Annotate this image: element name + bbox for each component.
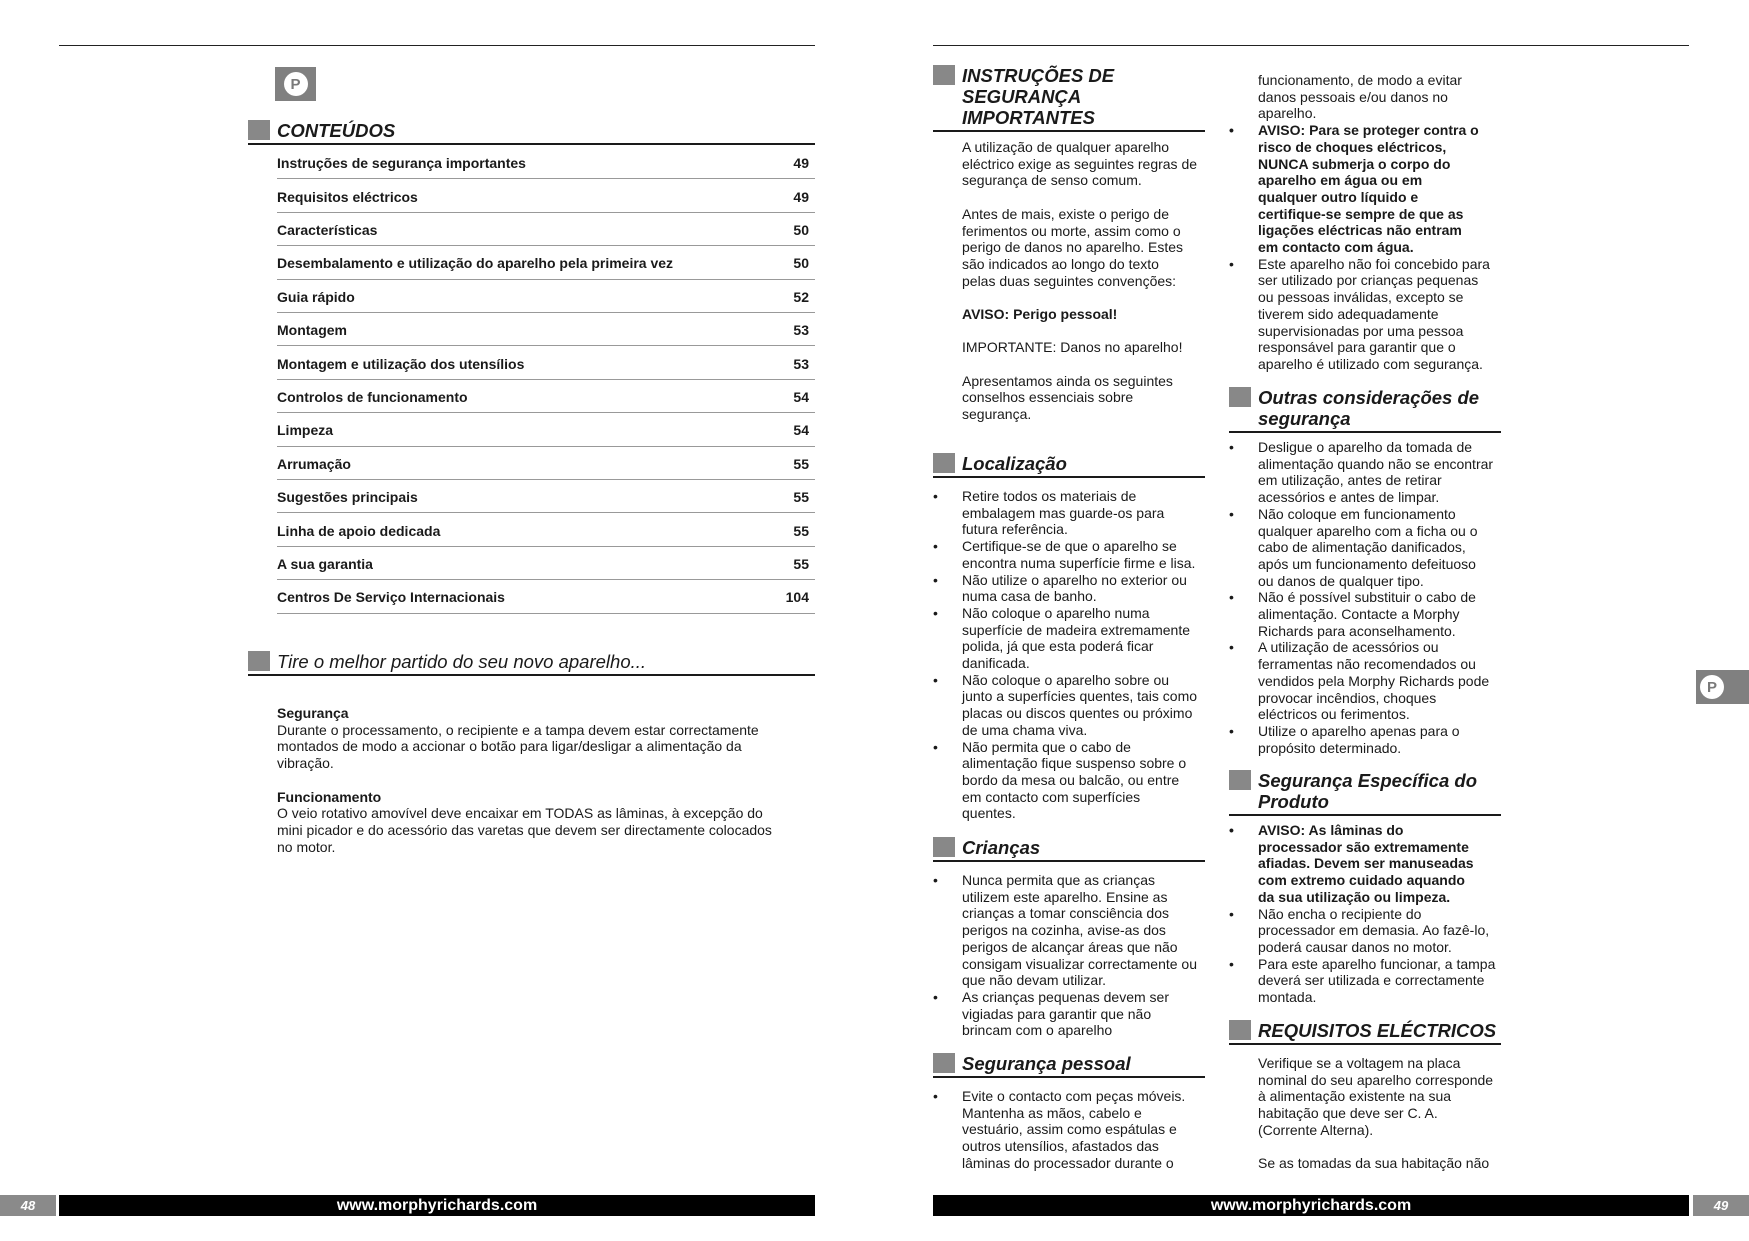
text-line: certifique-se sempre de que as <box>1258 205 1464 222</box>
text-line: superfície de madeira extremamente <box>962 621 1190 638</box>
text-line: em contacto com água. <box>1258 239 1414 256</box>
children-title: Crianças <box>962 837 1041 858</box>
safety-intro <box>962 139 1212 423</box>
text-line: Não coloque em funcionamento <box>1258 505 1456 522</box>
location-list <box>962 488 1212 822</box>
product-warning-list <box>1258 822 1508 906</box>
text-line: Não permita que o cabo de <box>962 738 1131 755</box>
toc-row[interactable] <box>277 313 815 346</box>
col2-top-text <box>1258 72 1508 373</box>
text-line: Certifique-se de que o aparelho se <box>962 538 1177 555</box>
text-line: danos pessoais e/ou danos no <box>1258 88 1448 105</box>
text-line: poderá causar danos no motor. <box>1258 938 1452 955</box>
text-line: SEGURANÇA <box>962 86 1082 107</box>
text-line: perigos de alcançar áreas que não <box>962 938 1178 955</box>
text-line: crianças a tomar consciência dos <box>962 905 1169 922</box>
text-line: Não coloque o aparelho numa <box>962 604 1150 621</box>
list-item <box>962 739 1212 823</box>
list-item <box>1258 906 1508 956</box>
text-line: Desligue o aparelho da tomada de <box>1258 439 1473 455</box>
product-safety-heading <box>1229 770 1501 816</box>
list-item <box>962 672 1212 739</box>
left-footer-url[interactable]: www.morphyrichards.com <box>59 1195 815 1216</box>
text-line: junto a superfícies quentes, tais como <box>962 688 1198 705</box>
operation-heading: Funcionamento <box>277 788 382 805</box>
text-line: ser utilizado por crianças pequenas <box>1258 272 1479 289</box>
continued-text <box>1258 72 1508 122</box>
toc-row[interactable] <box>277 146 815 179</box>
toc-page-number: 55 <box>793 555 809 572</box>
product-safety-list <box>1258 906 1508 1006</box>
text-line: Nunca permita que as crianças <box>962 872 1155 888</box>
text-line: deverá ser utilizada e correctamente <box>1258 972 1485 989</box>
text-line: Não coloque o aparelho sobre ou <box>962 671 1170 688</box>
contents-title: CONTEÚDOS <box>277 120 396 141</box>
text-line: numa casa de banho. <box>962 588 1097 605</box>
toc-row[interactable] <box>277 179 815 212</box>
list-item <box>1258 589 1508 639</box>
heading-square <box>1229 387 1251 407</box>
other-considerations-list <box>1258 439 1508 756</box>
text-line: Outras considerações de <box>1258 387 1480 408</box>
text-line: propósito determinado. <box>1258 739 1402 756</box>
text-line: AVISO: Para se proteger contra o <box>1258 122 1479 139</box>
toc-row[interactable] <box>277 480 815 513</box>
text-line: quentes. <box>962 805 1016 822</box>
toc-row[interactable] <box>277 447 815 480</box>
text-line: perigo de danos no aparelho. Estes <box>962 239 1184 256</box>
text-line: ferimentos ou morte, assim como o <box>962 222 1181 239</box>
text-line: Verifique se a voltagem na placa <box>1258 1055 1461 1071</box>
list-item <box>1258 956 1508 1006</box>
text-line: Não utilize o aparelho no exterior ou <box>962 571 1187 588</box>
warning-convention: AVISO: Perigo pessoal! <box>962 306 1118 322</box>
children-list <box>962 872 1212 1039</box>
text-line: NUNCA submerja o corpo do <box>1258 155 1451 172</box>
text-line: ou pessoas inválidas, excepto se <box>1258 289 1464 306</box>
left-top-rule <box>59 45 815 46</box>
toc-row[interactable] <box>277 380 815 413</box>
text-line: lâminas do processador durante o <box>962 1154 1174 1171</box>
heading-square <box>933 65 955 85</box>
heading-square <box>1229 770 1251 790</box>
text-line: A utilização de qualquer aparelho <box>962 139 1170 155</box>
safety-intro-para1 <box>962 139 1212 189</box>
text-line: Não é possível substituir o cabo de <box>1258 589 1476 606</box>
toc-page-number: 50 <box>793 221 809 238</box>
text-line: mini picador e do acessório das varetas que devem ser directamente colocados <box>277 821 772 838</box>
text-line: ou danos de qualquer tipo. <box>1258 572 1424 589</box>
list-item <box>1258 439 1508 506</box>
other-considerations-heading <box>1229 387 1501 433</box>
safety-text <box>277 722 817 772</box>
toc-row[interactable] <box>277 547 815 580</box>
text-line: brincam com o aparelho <box>962 1022 1113 1039</box>
text-line: cabo de alimentação danificados, <box>1258 539 1466 556</box>
product-safety-title <box>1258 770 1501 814</box>
text-line: são indicados ao longo do texto <box>962 255 1159 272</box>
text-line: eléctrico exige as seguintes regras de <box>962 155 1198 172</box>
text-line: segurança. <box>962 406 1032 423</box>
location-heading <box>933 453 1205 478</box>
toc-row[interactable] <box>277 413 815 446</box>
safety-instructions-heading <box>933 65 1205 132</box>
electrical-requirements-heading <box>1229 1020 1501 1045</box>
text-line: alimentação. Contacte a Morphy <box>1258 606 1460 623</box>
text-line: placas ou discos quentes ou próximo <box>962 705 1193 722</box>
right-page-number: 49 <box>1693 1195 1749 1216</box>
toc-row[interactable] <box>277 213 815 246</box>
text-line: Evite o contacto com peças móveis. <box>962 1088 1186 1104</box>
text-line: qualquer outro líquido e <box>1258 188 1419 205</box>
list-item <box>962 488 1212 538</box>
toc-label: Arrumação <box>277 455 351 472</box>
text-line: IMPORTANTES <box>962 107 1095 128</box>
list-item <box>962 989 1212 1039</box>
text-line: alimentação quando não se encontrar <box>1258 455 1494 472</box>
heading-square <box>933 1053 955 1073</box>
text-line: vibração. <box>277 755 334 772</box>
text-line: processador são extremamente <box>1258 838 1469 855</box>
text-line: aparelho em água ou em <box>1258 172 1423 189</box>
electrical-para2 <box>1258 1155 1508 1172</box>
text-line: processador em demasia. Ao fazê-lo, <box>1258 922 1490 939</box>
text-line: vestuário, assim como espátulas e <box>962 1121 1177 1138</box>
text-line: segurança de senso comum. <box>962 172 1142 189</box>
text-line: futura referência. <box>962 521 1068 538</box>
text-line: Richards para aconselhamento. <box>1258 622 1456 639</box>
text-line: habitação que deve ser C. A. <box>1258 1105 1438 1122</box>
text-line: Segurança Específica do <box>1258 770 1478 791</box>
text-line: com extremo cuidado aquando <box>1258 872 1465 889</box>
toc-row[interactable] <box>277 246 815 279</box>
text-line: após um funcionamento defeituoso <box>1258 555 1476 572</box>
toc-page-number: 52 <box>793 288 809 305</box>
heading-square <box>1229 1020 1251 1040</box>
text-line: aparelho. <box>1258 105 1317 122</box>
text-line: risco de choques eléctricos, <box>1258 138 1447 155</box>
side-language-letter: P <box>1700 675 1724 699</box>
toc-page-number: 104 <box>785 589 809 606</box>
text-line: segurança <box>1258 408 1351 429</box>
text-line: de uma chama viva. <box>962 721 1088 738</box>
other-considerations-title <box>1258 387 1501 431</box>
text-line: montada. <box>1258 989 1317 1006</box>
left-body-text <box>277 705 817 855</box>
text-line: em utilização, antes de retirar <box>1258 472 1442 489</box>
list-item <box>962 572 1212 605</box>
text-line: ligações eléctricas não entram <box>1258 222 1462 239</box>
toc-label: Guia rápido <box>277 288 355 305</box>
text-line: provocar incêndios, choques <box>1258 689 1437 706</box>
toc-page-number: 53 <box>793 355 809 372</box>
list-item <box>1258 506 1508 590</box>
text-line: funcionamento, de modo a evitar <box>1258 72 1462 88</box>
text-line: encontra numa superfície firme e lisa. <box>962 554 1196 571</box>
safety-heading: Segurança <box>277 705 349 721</box>
children-heading <box>933 837 1205 862</box>
text-line: Para este aparelho funcionar, a tampa <box>1258 955 1496 972</box>
product-safety-body <box>1258 822 1508 1006</box>
location-title: Localização <box>962 453 1067 474</box>
toc-label: Limpeza <box>277 422 334 439</box>
heading-square <box>248 120 270 140</box>
language-badge-letter: P <box>284 72 308 96</box>
text-line: A utilização de acessórios ou <box>1258 639 1439 656</box>
right-footer-url[interactable]: www.morphyrichards.com <box>933 1195 1689 1216</box>
text-line: ferramentas não recomendados ou <box>1258 656 1476 673</box>
heading-square <box>933 837 955 857</box>
toc-page-number: 55 <box>793 455 809 472</box>
list-item <box>962 872 1212 989</box>
text-line: utilizem este aparelho. Ensine as <box>962 888 1168 905</box>
toc-page-number: 54 <box>793 388 809 405</box>
toc-page-number: 50 <box>793 255 809 272</box>
personal-safety-heading <box>933 1053 1205 1078</box>
text-line: Mantenha as mãos, cabelo e <box>962 1104 1142 1121</box>
contents-heading <box>248 120 815 145</box>
safety-intro-para3 <box>962 373 1212 423</box>
toc-page-number: 53 <box>793 322 809 339</box>
personal-safety-title: Segurança pessoal <box>962 1053 1131 1074</box>
personal-safety-list <box>962 1088 1212 1172</box>
text-line: montados de modo a accionar o botão para ligar/desligar a alimentação da <box>277 738 742 755</box>
left-page-number: 48 <box>0 1195 56 1216</box>
text-line: pelas duas seguintes convenções: <box>962 272 1177 289</box>
text-line: consigam visualizar correctamente ou <box>962 955 1197 972</box>
toc-label: A sua garantia <box>277 555 373 572</box>
text-line: As crianças pequenas devem ser <box>962 988 1169 1005</box>
text-line: acessórios e antes de limpar. <box>1258 489 1440 506</box>
list-item <box>1258 639 1508 723</box>
text-line: da sua utilização ou limpeza. <box>1258 888 1451 905</box>
text-line: alimentação fique suspenso sobre o <box>962 755 1187 772</box>
text-line: Se as tomadas da sua habitação não <box>1258 1155 1490 1172</box>
tips-heading <box>248 651 815 676</box>
operation-text <box>277 805 817 855</box>
text-line: no motor. <box>277 838 336 855</box>
text-line: vigiadas para garantir que não <box>962 1005 1152 1022</box>
text-line: eléctricos ou ferimentos. <box>1258 706 1410 723</box>
heading-square <box>248 651 270 671</box>
safety-intro-para2 <box>962 206 1212 290</box>
text-line: danificada. <box>962 655 1030 672</box>
col2-warning-list <box>1258 122 1508 373</box>
heading-square <box>933 453 955 473</box>
toc-page-number: 55 <box>793 522 809 539</box>
text-line: Retire todos os materiais de <box>962 488 1137 504</box>
text-line: à alimentação existente na sua <box>1258 1088 1452 1105</box>
blades-warning <box>1258 822 1508 906</box>
text-line: outros utensílios, afastados das <box>962 1138 1159 1155</box>
text-line: perigos na cozinha, avise-as dos <box>962 922 1166 939</box>
electrical-para1 <box>1258 1055 1508 1139</box>
text-line: Este aparelho não foi concebido para <box>1258 255 1490 272</box>
toc-label: Montagem e utilização dos utensílios <box>277 355 525 372</box>
toc-label: Centros De Serviço Internacionais <box>277 589 505 606</box>
text-line: Apresentamos ainda os seguintes <box>962 372 1173 389</box>
text-line: vendidos pela Morphy Richards pode <box>1258 672 1490 689</box>
toc-row[interactable] <box>277 280 815 313</box>
toc-page-number: 55 <box>793 489 809 506</box>
toc-label: Linha de apoio dedicada <box>277 522 441 539</box>
text-line: em contacto com superfícies <box>962 788 1141 805</box>
toc-page-number: 49 <box>793 155 809 172</box>
text-line: AVISO: As lâminas do <box>1258 822 1404 838</box>
toc-row[interactable] <box>277 513 815 546</box>
toc-label: Desembalamento e utilização do aparelho pela primeira vez <box>277 255 674 272</box>
text-line: bordo da mesa ou balcão, ou entre <box>962 771 1180 788</box>
important-convention: IMPORTANTE: Danos no aparelho! <box>962 339 1183 356</box>
text-line: Antes de mais, existe o perigo de <box>962 205 1170 222</box>
toc-page-number: 54 <box>793 422 809 439</box>
toc-label: Características <box>277 221 378 238</box>
electrical-requirements-title: REQUISITOS ELÉCTRICOS <box>1258 1020 1497 1041</box>
text-line: aparelho é utilizado com segurança. <box>1258 355 1483 372</box>
side-language-tab <box>1696 670 1749 704</box>
tips-title: Tire o melhor partido do seu novo aparelho... <box>277 651 647 672</box>
toc-label: Controlos de funcionamento <box>277 388 468 405</box>
text-line: embalagem mas guarde-os para <box>962 504 1165 521</box>
toc-label: Sugestões principais <box>277 489 418 506</box>
list-item <box>1258 723 1508 756</box>
text-line: Não encha o recipiente do <box>1258 905 1422 922</box>
text-line: Durante o processamento, o recipiente e a tampa devem estar correctamente <box>277 721 759 738</box>
text-line: polida, já que esta poderá ficar <box>962 638 1154 655</box>
text-line: INSTRUÇÕES DE <box>962 65 1115 86</box>
toc-label: Montagem <box>277 322 347 339</box>
text-line: afiadas. Devem ser manuseadas <box>1258 855 1474 872</box>
toc-label: Requisitos eléctricos <box>277 188 418 205</box>
list-item <box>962 605 1212 672</box>
toc-page-number: 49 <box>793 188 809 205</box>
electric-shock-warning <box>1258 122 1508 256</box>
toc-row[interactable] <box>277 346 815 379</box>
text-line: tiverem sido adequadamente <box>1258 305 1439 322</box>
language-badge <box>275 67 316 101</box>
text-line: O veio rotativo amovível deve encaixar em TODAS as lâminas, à excepção do <box>277 805 763 822</box>
safety-instructions-title <box>962 65 1205 130</box>
text-line: responsável para garantir que o <box>1258 339 1456 356</box>
text-line: que não devam utilizar. <box>962 972 1106 989</box>
text-line: Utilize o aparelho apenas para o <box>1258 722 1460 739</box>
text-line: conselhos essenciais sobre <box>962 389 1134 406</box>
toc-row[interactable] <box>277 580 815 613</box>
toc-label: Instruções de segurança importantes <box>277 155 526 172</box>
right-top-rule <box>933 45 1689 46</box>
text-line: supervisionadas por uma pessoa <box>1258 322 1464 339</box>
text-line: Produto <box>1258 791 1329 812</box>
text-line: qualquer aparelho com a ficha ou o <box>1258 522 1478 539</box>
electrical-body <box>1258 1055 1508 1172</box>
text-line: (Corrente Alterna). <box>1258 1121 1374 1138</box>
list-item <box>962 1088 1212 1172</box>
text-line: nominal do seu aparelho corresponde <box>1258 1071 1494 1088</box>
list-item <box>962 538 1212 571</box>
children-use-warning <box>1258 256 1508 373</box>
